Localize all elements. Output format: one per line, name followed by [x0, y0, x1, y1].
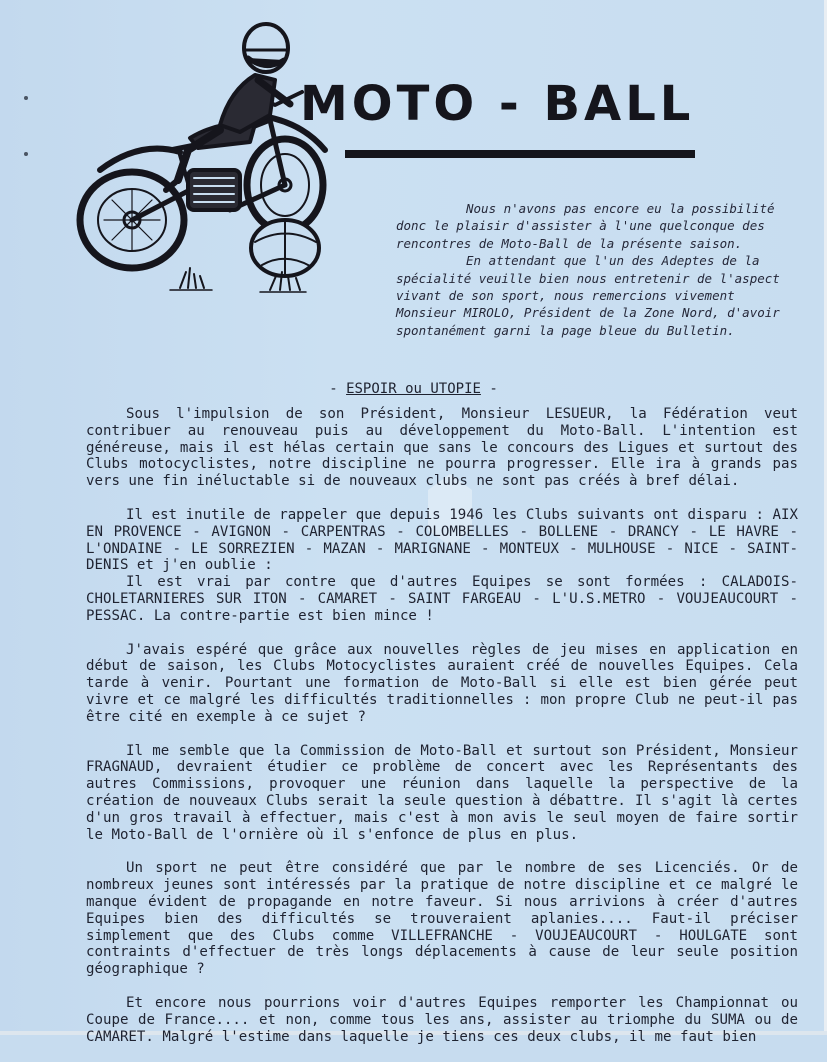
- intro-paragraph: [396, 252, 796, 339]
- paragraph-text: Il me semble que la Commission de Moto-Ball et surtout son Président, Monsieur FRAGNAUD, devraient étudier ce problème de concert avec les Représentants des autres Commissions, provoquer une réunion dans laquelle la perspective de la création de nouveaux Clubs serait la seule question à débattre. Il s'agit là certes d'un gros travail à effectuer, mais c'est à mon avis le seul moyen de faire sortir le Moto-Ball de l'ornière où il s'enfonce de plus en plus.: [86, 742, 798, 843]
- paragraph: [86, 743, 798, 844]
- section-dash: -: [480, 381, 498, 397]
- paragraph: [86, 574, 798, 624]
- intro-paragraph: [396, 200, 796, 252]
- motorcyclist-illustration: [70, 20, 340, 305]
- masthead-rule: [345, 150, 695, 158]
- paragraph: [86, 995, 798, 1045]
- paragraph: [86, 507, 798, 574]
- masthead-title: MOTO - BALL: [300, 76, 695, 132]
- intro-text: En attendant que l'un des Adeptes de la spécialité veuille bien nous entretenir de l'aspect vivant de son sport, nous remercions vivement Monsieur MIROLO, Président de la Zone Nord, d'avoir spontanément garni la page bleue du Bulletin.: [396, 253, 780, 338]
- paragraph-text: Il est vrai par contre que d'autres Equipes se sont formées : CALADOIS- CHOLETARNIERES SUR ITON - CAMARET - SAINT FARGEAU - L'U.S.METRO - VOUJEAUCOURT - PESSAC. La contre-partie est bien mince !: [86, 574, 798, 624]
- section-heading: [0, 379, 827, 399]
- punch-hole: [24, 96, 28, 100]
- intro-note: [396, 200, 796, 339]
- punch-hole: [24, 152, 28, 156]
- intro-text: Nous n'avons pas encore eu la possibilité donc le plaisir d'assister à l'une quelconque des rencontres de Moto-Ball de la présente saison.: [396, 201, 775, 251]
- paragraph-text: Sous l'impulsion de son Président, Monsieur LESUEUR, la Fédération veut contribuer au renouveau puis au développement du Moto-Ball. L'intention est généreuse, mais il est hélas certain que sans le concours des Ligues et surtout des Clubs motocyclistes, notre discipline ne pourra progresser. Elle ira à grands pas vers une fin inéluctable si de nouveaux clubs ne sont pas créés à bref délai.: [86, 406, 798, 490]
- paragraph: [86, 406, 798, 490]
- paragraph-text: Il est inutile de rappeler que depuis 1946 les Clubs suivants ont disparu : AIX EN PROVENCE - AVIGNON - CARPENTRAS - COLOMBELLES - BOLLENE - DRANCY - LE HAVRE - L'ONDAINE - LE SORREZIEN - MAZAN - MARIGNANE - MONTEUX - MULHOUSE - NICE - SAINT-DENIS et j'en oublie :: [86, 506, 798, 574]
- paragraph: [86, 860, 798, 978]
- paragraph-text: Un sport ne peut être considéré que par le nombre de ses Licenciés. Or de nombreux jeunes sont intéressés par la pratique de notre discipline et ce malgré le manque évident de propagande en notre faveur. Si nous arrivions à créer d'autres Equipes bien des difficultés se trouveraient aplanies.... Faut-il préciser simplement que des Clubs comme VILLEFRANCHE - VOUJEAUCOURT - HOULGATE sont contraints d'effectuer de très longs déplacements à cause de leur seule position géographique ?: [86, 860, 798, 978]
- paragraph: [86, 642, 798, 726]
- paragraph-text: Et encore nous pourrions voir d'autres Equipes remporter les Championnat ou Coupe de France.... et non, comme tous les ans, assister au triomphe du SUMA ou de CAMARET. Malgré l'estime dans laquelle je tiens ces deux clubs, il me faut bien: [86, 994, 798, 1045]
- paragraph-text: J'avais espéré que grâce aux nouvelles règles de jeu mises en application en début de saison, les Clubs Motocyclistes auraient créé de nouvelles Equipes. Cela tarde à venir. Pourtant une formation de Moto-Ball si elle est bien gérée peut vivre et ce malgré les difficultés traditionnelles : mon propre Club ne peut-il pas être cité en exemple à ce sujet ?: [86, 641, 798, 725]
- section-dash: -: [329, 381, 347, 397]
- article-body: [86, 406, 798, 1062]
- section-title: ESPOIR ou UTOPIE: [346, 381, 481, 397]
